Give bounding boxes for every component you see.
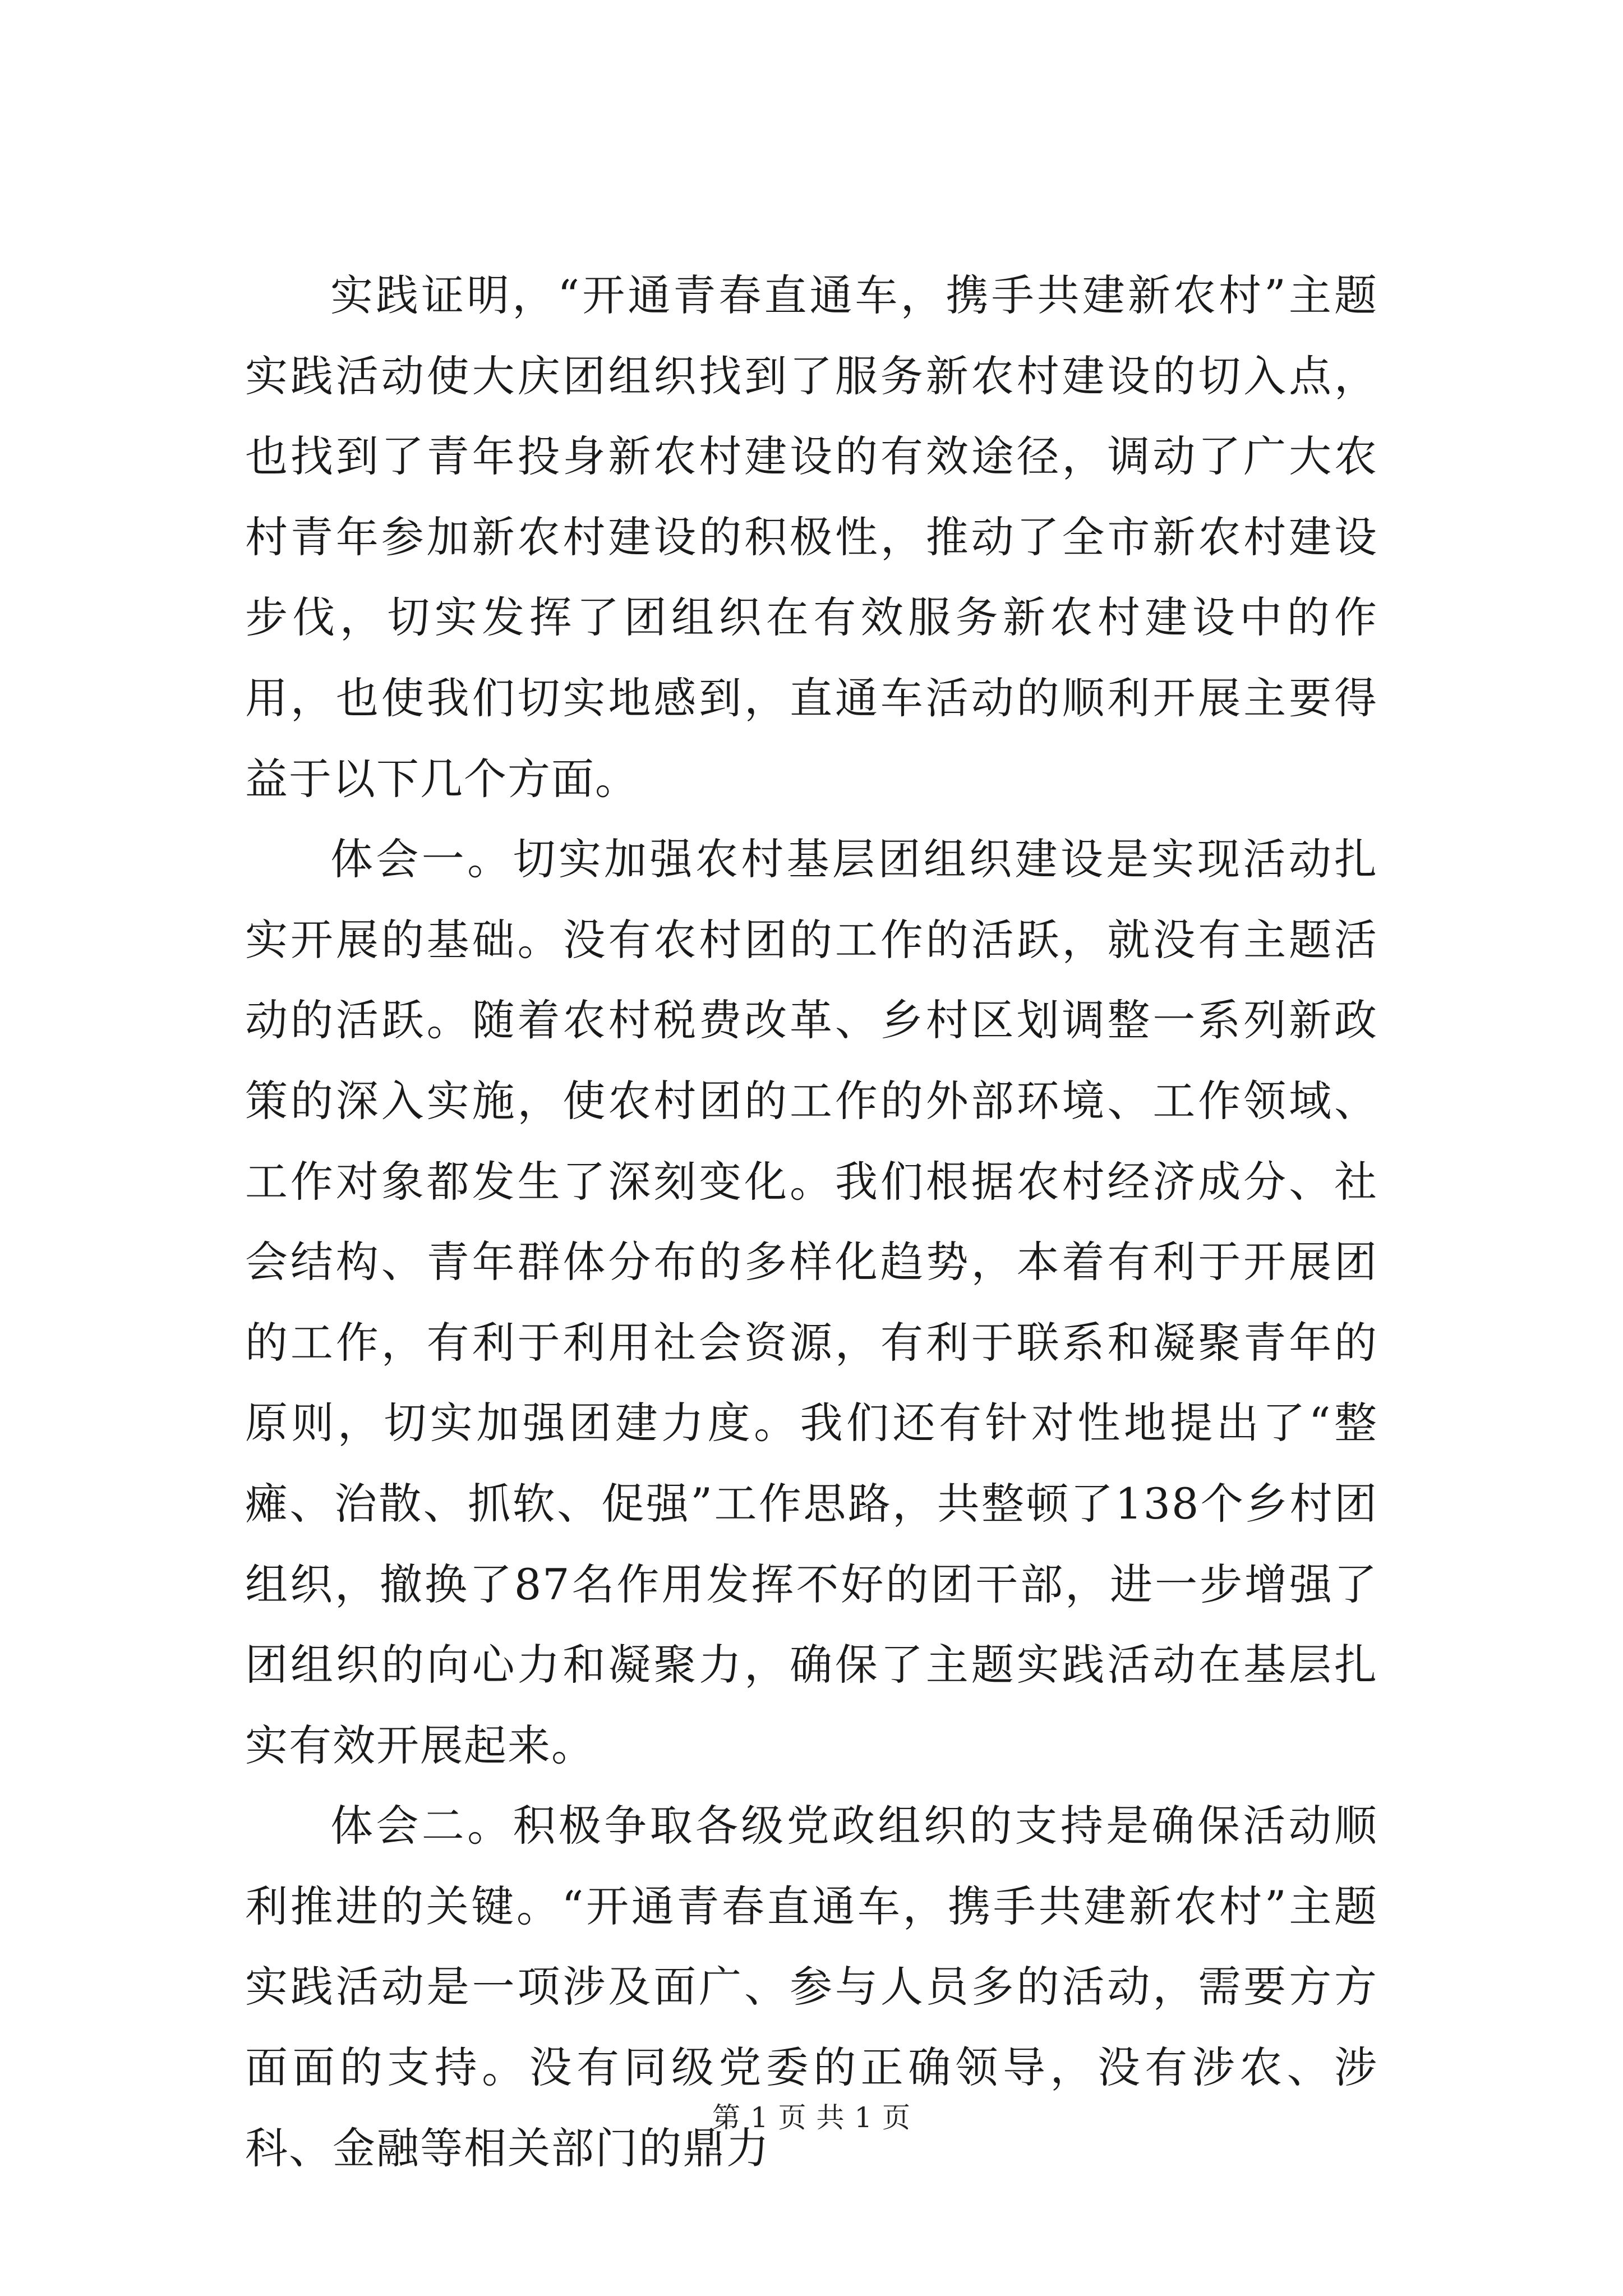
page-number-footer: 第 1 页 共 1 页 [712, 2101, 911, 2134]
paragraph-intro: 实践证明，“开通青春直通车，携手共建新农村”主题实践活动使大庆团组织找到了服务新农村建设的切入点，也找到了青年投身新农村建设的有效途径，调动了广大农村青年参加新农村建设的积极性，推动了全市新农村建设步伐，切实发挥了团组织在有效服务新农村建设中的作用，也使我们切实地感到，直通车活动的顺利开展主要得益于以下几个方面。 [245, 270, 1378, 804]
document-body [245, 255, 1378, 2188]
paragraph-insight-one: 体会一。切实加强农村基层团组织建设是实现活动扎实开展的基础。没有农村团的工作的活跃，就没有主题活动的活跃。随着农村税费改革、乡村区划调整一系列新政策的深入实施，使农村团的工作的外部环境、工作领域、工作对象都发生了深刻变化。我们根据农村经济成分、社会结构、青年群体分布的多样化趋势，本着有利于开展团的工作，有利于利用社会资源，有利于联系和凝聚青年的原则，切实加强团建力度。我们还有针对性地提出了“整瘫、治散、抓软、促强”工作思路，共整顿了138个乡村团组织，撤换了87名作用发挥不好的团干部，进一步增强了团组织的向心力和凝聚力，确保了主题实践活动在基层扎实有效开展起来。 [245, 834, 1378, 1770]
paragraph-insight-two: 体会二。积极争取各级党政组织的支持是确保活动顺利推进的关键。“开通青春直通车，携手共建新农村”主题实践活动是一项涉及面广、参与人员多的活动，需要方方面面的支持。没有同级党委的正确领导，没有涉农、涉科、金融等相关部门的鼎力 [245, 1801, 1378, 2173]
